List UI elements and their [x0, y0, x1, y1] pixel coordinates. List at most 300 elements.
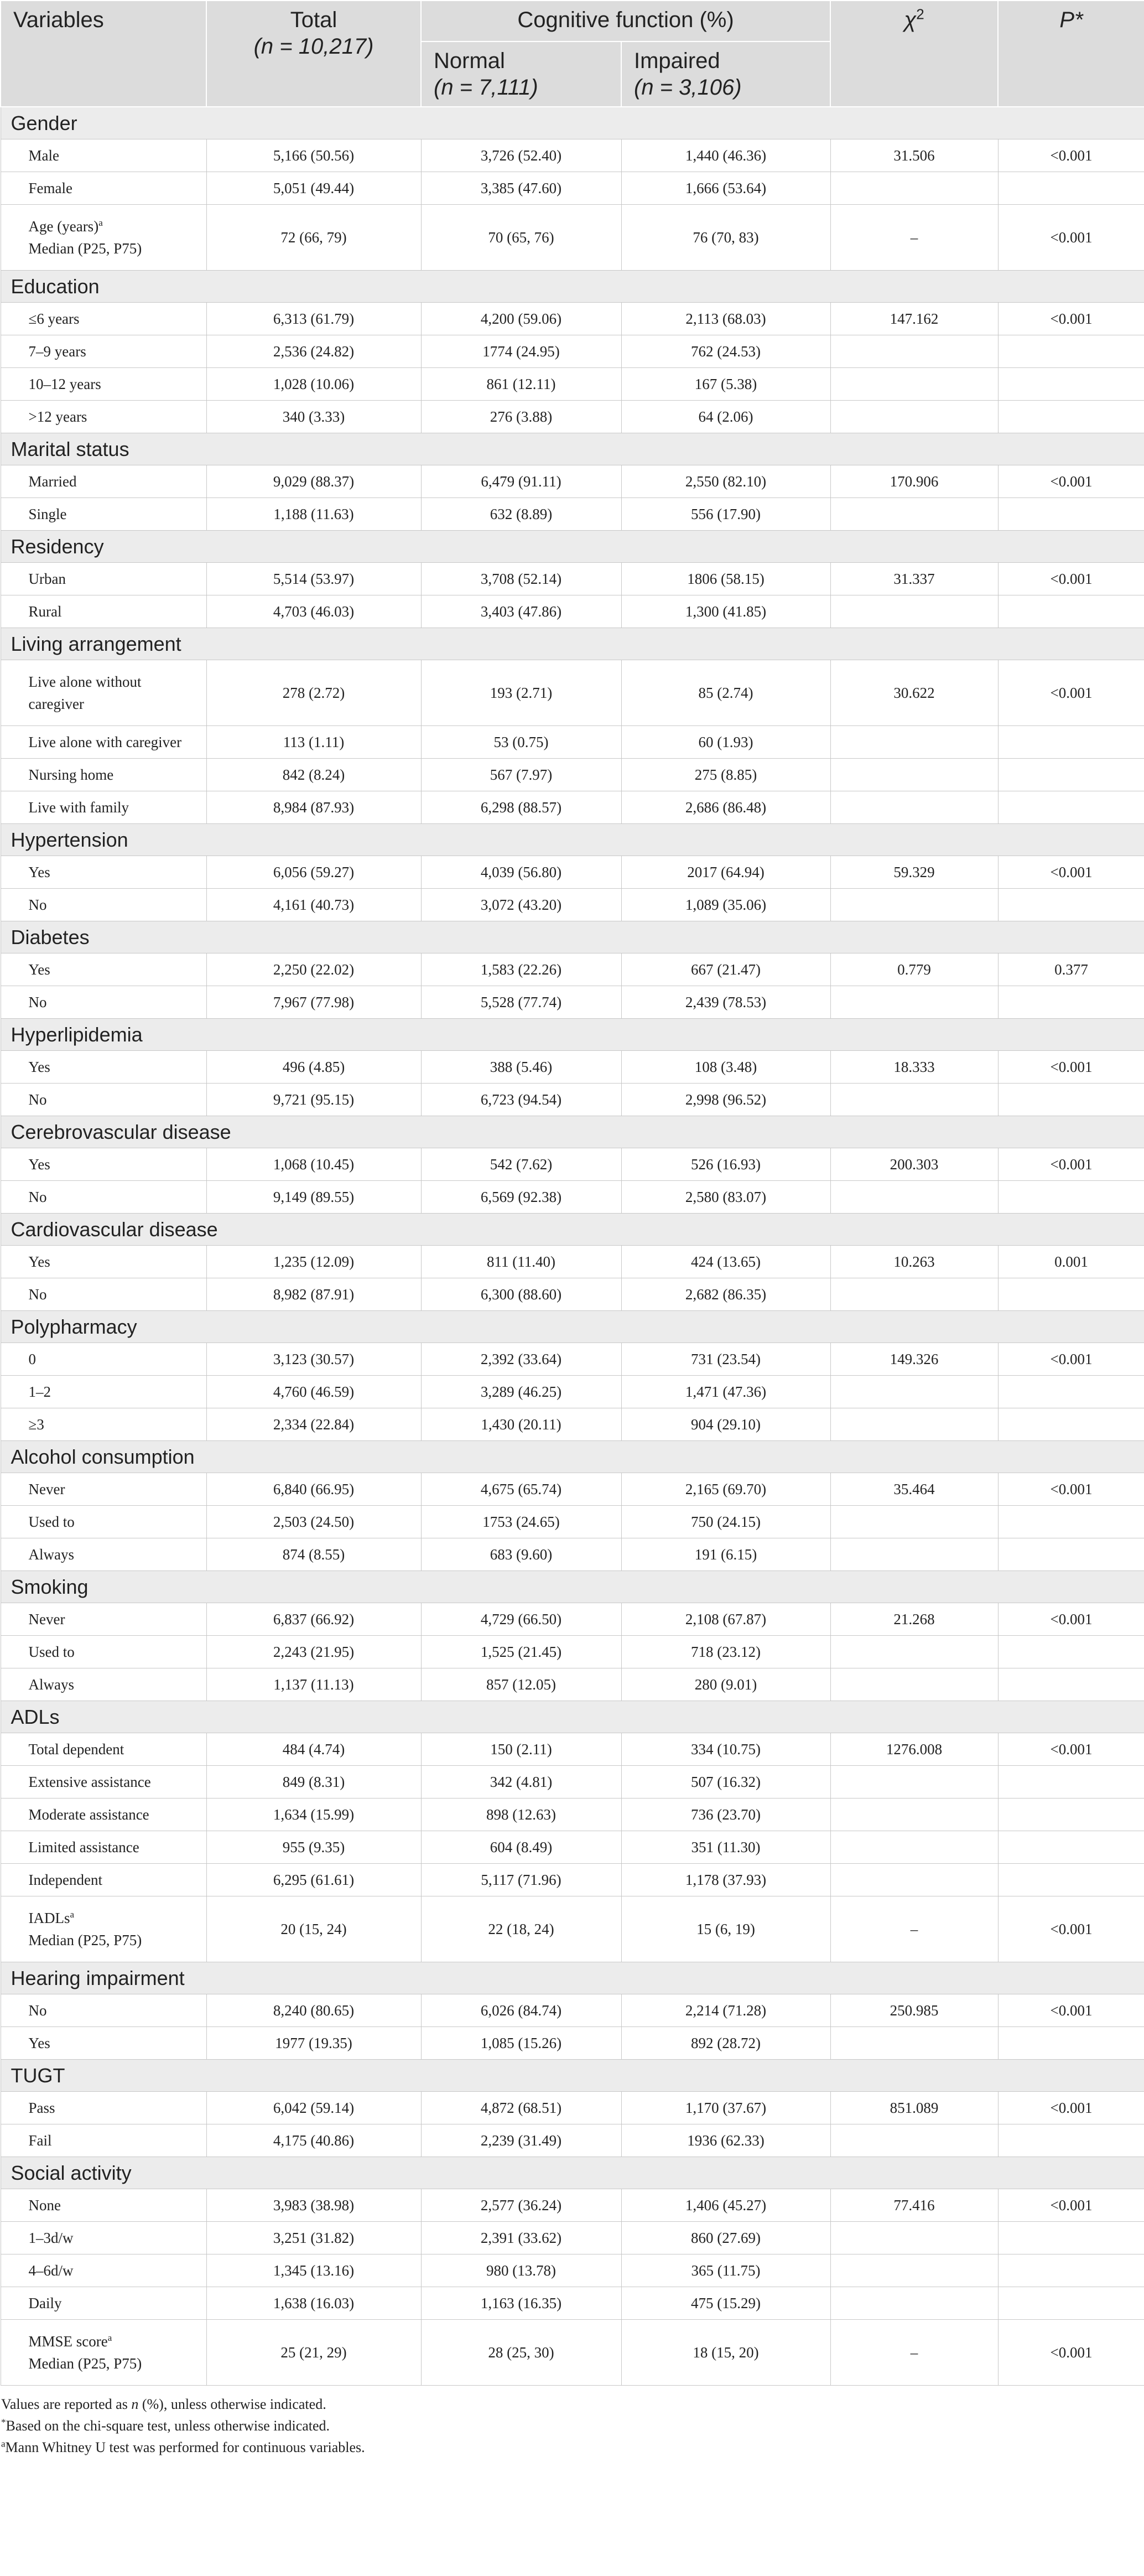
cell-chi: [830, 1376, 998, 1408]
cell-total: 278 (2.72): [206, 660, 421, 726]
cell-chi: 35.464: [830, 1473, 998, 1506]
section-title: Diabetes: [1, 921, 1144, 953]
cell-total: 6,042 (59.14): [206, 2092, 421, 2124]
row-label-text: Rural: [28, 603, 62, 620]
row-label-text: Never: [28, 1480, 65, 1497]
table-row: [1, 1376, 1144, 1408]
header-variables: Variables: [1, 1, 206, 107]
cell-impaired: 892 (28.72): [621, 2027, 830, 2060]
cell-impaired: 475 (15.29): [621, 2287, 830, 2320]
cell-impaired: 1806 (58.15): [621, 563, 830, 595]
cell-p: [998, 335, 1144, 368]
cell-impaired: 2,998 (96.52): [621, 1084, 830, 1116]
row-label: [1, 205, 206, 271]
cell-impaired: 2,439 (78.53): [621, 986, 830, 1019]
cell-p: <0.001: [998, 139, 1144, 172]
section-title: TUGT: [1, 2060, 1144, 2092]
row-label-text: MMSE score: [28, 2333, 108, 2350]
row-label: [1, 2027, 206, 2060]
cell-normal: 5,117 (71.96): [421, 1864, 621, 1896]
cell-chi: [830, 759, 998, 791]
cell-p: 0.001: [998, 1246, 1144, 1278]
cell-normal: 342 (4.81): [421, 1766, 621, 1798]
cell-total: 4,161 (40.73): [206, 889, 421, 921]
cell-impaired: 351 (11.30): [621, 1831, 830, 1864]
row-label-text: Married: [28, 473, 77, 490]
cell-normal: 1753 (24.65): [421, 1506, 621, 1538]
section-header-row: [1, 1311, 1144, 1343]
row-label-text: 10–12 years: [28, 375, 101, 392]
cell-p: <0.001: [998, 1994, 1144, 2027]
cell-p: [998, 1376, 1144, 1408]
cell-total: 496 (4.85): [206, 1051, 421, 1084]
cell-chi: [830, 335, 998, 368]
table-row: [1, 889, 1144, 921]
row-label-text: 0: [28, 1350, 36, 1367]
row-label-text: Always: [28, 1676, 74, 1693]
row-label-text: Yes: [28, 1253, 50, 1270]
cell-total: 2,250 (22.02): [206, 953, 421, 986]
table-row: [1, 1994, 1144, 2027]
row-label: [1, 1603, 206, 1636]
cell-total: 955 (9.35): [206, 1831, 421, 1864]
cell-chi: 170.906: [830, 465, 998, 498]
cell-normal: 3,726 (52.40): [421, 139, 621, 172]
table-row: [1, 1831, 1144, 1864]
row-label: [1, 1668, 206, 1701]
section-header-row: [1, 1441, 1144, 1473]
table-row: [1, 1733, 1144, 1766]
row-label: [1, 1538, 206, 1571]
section-header-row: [1, 433, 1144, 465]
row-label: [1, 1181, 206, 1214]
row-label: [1, 1051, 206, 1084]
cell-chi: 77.416: [830, 2189, 998, 2222]
cell-total: 8,984 (87.93): [206, 791, 421, 824]
section-header-row: [1, 921, 1144, 953]
table-row: [1, 139, 1144, 172]
row-label-text: No: [28, 1091, 47, 1108]
cell-p: <0.001: [998, 2092, 1144, 2124]
cell-p: [998, 791, 1144, 824]
row-label: [1, 660, 206, 726]
cell-p: [998, 2222, 1144, 2254]
section-title: Hypertension: [1, 824, 1144, 856]
row-label: [1, 1864, 206, 1896]
row-label-line2: caregiver: [28, 696, 84, 712]
footnote-chi-square: [1, 2415, 1144, 2437]
cell-normal: 4,872 (68.51): [421, 2092, 621, 2124]
cell-normal: 3,708 (52.14): [421, 563, 621, 595]
cell-normal: 193 (2.71): [421, 660, 621, 726]
table-row: [1, 726, 1144, 759]
cell-impaired: 1,406 (45.27): [621, 2189, 830, 2222]
row-label-text: ≥3: [28, 1416, 44, 1433]
table-header: [1, 1, 1144, 107]
cell-impaired: 60 (1.93): [621, 726, 830, 759]
cell-impaired: 280 (9.01): [621, 1668, 830, 1701]
cell-impaired: 18 (15, 20): [621, 2320, 830, 2386]
cell-p: <0.001: [998, 1343, 1144, 1376]
cell-impaired: 275 (8.85): [621, 759, 830, 791]
row-label-text: No: [28, 2002, 47, 2019]
cell-p: <0.001: [998, 660, 1144, 726]
row-label-text: Yes: [28, 2034, 50, 2051]
cell-normal: 28 (25, 30): [421, 2320, 621, 2386]
row-label-text: ≤6 years: [28, 310, 80, 327]
cell-total: 9,029 (88.37): [206, 465, 421, 498]
row-label: [1, 1084, 206, 1116]
cell-normal: 6,298 (88.57): [421, 791, 621, 824]
cell-p: [998, 401, 1144, 433]
cell-chi: 21.268: [830, 1603, 998, 1636]
cell-total: 6,313 (61.79): [206, 303, 421, 335]
table-row: [1, 1896, 1144, 1962]
cell-chi: 200.303: [830, 1148, 998, 1181]
row-label-footnote-mark: a: [107, 2333, 112, 2343]
row-label-text: Live alone without: [28, 673, 142, 690]
cell-total: 4,703 (46.03): [206, 595, 421, 628]
cell-total: 1,345 (13.16): [206, 2254, 421, 2287]
cell-p: [998, 889, 1144, 921]
section-header-row: [1, 2157, 1144, 2189]
cell-impaired: 507 (16.32): [621, 1766, 830, 1798]
table-row: [1, 660, 1144, 726]
section-title: Hyperlipidemia: [1, 1019, 1144, 1051]
header-impaired: [621, 42, 830, 107]
cell-normal: 70 (65, 76): [421, 205, 621, 271]
cell-p: [998, 1636, 1144, 1668]
cell-p: [998, 1181, 1144, 1214]
cell-chi: 30.622: [830, 660, 998, 726]
cell-total: 1,137 (11.13): [206, 1668, 421, 1701]
table-row: [1, 205, 1144, 271]
cell-total: 9,721 (95.15): [206, 1084, 421, 1116]
cell-total: 1,028 (10.06): [206, 368, 421, 401]
cell-total: 20 (15, 24): [206, 1896, 421, 1962]
row-label-text: Female: [28, 179, 72, 196]
row-label: [1, 953, 206, 986]
cell-chi: [830, 1538, 998, 1571]
row-label-text: Never: [28, 1610, 65, 1628]
cell-chi: [830, 498, 998, 531]
footnote-values-text-a: Values are reported as: [1, 2396, 132, 2412]
table-row: [1, 1864, 1144, 1896]
header-impaired-label: Impaired: [634, 49, 720, 73]
section-title: ADLs: [1, 1701, 1144, 1733]
row-label: [1, 726, 206, 759]
cell-normal: 4,729 (66.50): [421, 1603, 621, 1636]
row-label-text: Always: [28, 1546, 74, 1563]
cell-p: [998, 1278, 1144, 1311]
section-header-row: [1, 1019, 1144, 1051]
row-label: [1, 1148, 206, 1181]
cell-p: [998, 1084, 1144, 1116]
cell-normal: 683 (9.60): [421, 1538, 621, 1571]
cell-impaired: 667 (21.47): [621, 953, 830, 986]
cell-total: 6,837 (66.92): [206, 1603, 421, 1636]
cell-normal: 980 (13.78): [421, 2254, 621, 2287]
cell-total: 113 (1.11): [206, 726, 421, 759]
header-total-label: Total: [290, 8, 337, 32]
cell-p: <0.001: [998, 303, 1144, 335]
cell-total: 8,982 (87.91): [206, 1278, 421, 1311]
cell-chi: 250.985: [830, 1994, 998, 2027]
cell-p: <0.001: [998, 2189, 1144, 2222]
cell-normal: 567 (7.97): [421, 759, 621, 791]
header-normal-n: (n = 7,111): [434, 75, 538, 100]
section-header-row: [1, 824, 1144, 856]
header-impaired-n: (n = 3,106): [634, 75, 742, 100]
footnote-chi-square-text: Based on the chi-square test, unless otherwise indicated.: [6, 2418, 330, 2434]
row-label: [1, 791, 206, 824]
row-label: [1, 1896, 206, 1962]
header-chi-sup: 2: [916, 6, 924, 23]
cell-p: [998, 726, 1144, 759]
row-label: [1, 2092, 206, 2124]
cell-total: 4,175 (40.86): [206, 2124, 421, 2157]
cell-impaired: 2,580 (83.07): [621, 1181, 830, 1214]
cell-p: <0.001: [998, 563, 1144, 595]
cell-p: <0.001: [998, 1148, 1144, 1181]
cell-impaired: 718 (23.12): [621, 1636, 830, 1668]
cell-normal: 276 (3.88): [421, 401, 621, 433]
cell-impaired: 904 (29.10): [621, 1408, 830, 1441]
cell-p: <0.001: [998, 1051, 1144, 1084]
cell-impaired: 15 (6, 19): [621, 1896, 830, 1962]
section-title: Education: [1, 271, 1144, 303]
cell-p: <0.001: [998, 856, 1144, 889]
cell-normal: 1,583 (22.26): [421, 953, 621, 986]
section-title: Gender: [1, 107, 1144, 139]
row-label-footnote-mark: a: [98, 217, 103, 228]
table-row: [1, 2027, 1144, 2060]
row-label: [1, 1994, 206, 2027]
table-row: [1, 172, 1144, 205]
cell-chi: [830, 791, 998, 824]
table-row: [1, 1506, 1144, 1538]
cell-impaired: 2,214 (71.28): [621, 1994, 830, 2027]
row-label: [1, 1343, 206, 1376]
table-row: [1, 498, 1144, 531]
row-label-text: 1–2: [28, 1383, 51, 1400]
cell-chi: [830, 1864, 998, 1896]
row-label-text: IADLs: [28, 1910, 70, 1926]
row-label: [1, 1473, 206, 1506]
cell-total: 2,334 (22.84): [206, 1408, 421, 1441]
table-row: [1, 1798, 1144, 1831]
cell-chi: [830, 1636, 998, 1668]
row-label-text: Yes: [28, 961, 50, 978]
row-label: [1, 986, 206, 1019]
cell-normal: 6,300 (88.60): [421, 1278, 621, 1311]
cell-p: [998, 1408, 1144, 1441]
section-title: Residency: [1, 531, 1144, 563]
table-row: [1, 1473, 1144, 1506]
header-cognitive-function: Cognitive function (%): [421, 1, 830, 42]
section-title: Alcohol consumption: [1, 1441, 1144, 1473]
cell-p: <0.001: [998, 1733, 1144, 1766]
cell-chi: 0.779: [830, 953, 998, 986]
section-header-row: [1, 1214, 1144, 1246]
cell-normal: 1,430 (20.11): [421, 1408, 621, 1441]
cell-impaired: 76 (70, 83): [621, 205, 830, 271]
cell-chi: [830, 1668, 998, 1701]
row-label: [1, 2287, 206, 2320]
section-title: Cerebrovascular disease: [1, 1116, 1144, 1148]
cell-normal: 4,675 (65.74): [421, 1473, 621, 1506]
row-label-text: 7–9 years: [28, 343, 86, 360]
section-header-row: [1, 1701, 1144, 1733]
cell-p: [998, 1831, 1144, 1864]
row-label: [1, 1831, 206, 1864]
cell-normal: 22 (18, 24): [421, 1896, 621, 1962]
cell-chi: –: [830, 1896, 998, 1962]
cell-impaired: 1,666 (53.64): [621, 172, 830, 205]
cell-impaired: 2,686 (86.48): [621, 791, 830, 824]
footnote-asterisk: *: [1, 2417, 6, 2428]
cell-chi: 10.263: [830, 1246, 998, 1278]
cell-p: [998, 1538, 1144, 1571]
cell-normal: 604 (8.49): [421, 1831, 621, 1864]
cell-normal: 2,391 (33.62): [421, 2222, 621, 2254]
cell-normal: 2,239 (31.49): [421, 2124, 621, 2157]
cell-normal: 3,385 (47.60): [421, 172, 621, 205]
table-row: [1, 1408, 1144, 1441]
row-label-text: Daily: [28, 2294, 62, 2311]
row-label: [1, 2254, 206, 2287]
row-label-text: Pass: [28, 2099, 55, 2116]
cell-chi: 1276.008: [830, 1733, 998, 1766]
cell-impaired: 334 (10.75): [621, 1733, 830, 1766]
table-row: [1, 856, 1144, 889]
section-header-row: [1, 271, 1144, 303]
row-label-line2: Median (P25, P75): [28, 1932, 142, 1948]
cell-total: 340 (3.33): [206, 401, 421, 433]
row-label-text: 4–6d/w: [28, 2262, 74, 2279]
cell-impaired: 2,113 (68.03): [621, 303, 830, 335]
row-label: [1, 172, 206, 205]
cell-chi: [830, 726, 998, 759]
row-label-text: Yes: [28, 1058, 50, 1075]
row-label: [1, 2124, 206, 2157]
cell-p: [998, 1864, 1144, 1896]
cell-normal: 6,479 (91.11): [421, 465, 621, 498]
header-chi-square: [830, 1, 998, 107]
row-label-text: Total dependent: [28, 1740, 124, 1758]
row-label: [1, 889, 206, 921]
row-label: [1, 1636, 206, 1668]
cell-impaired: 108 (3.48): [621, 1051, 830, 1084]
table-row: [1, 2189, 1144, 2222]
cell-p: <0.001: [998, 205, 1144, 271]
table-row: [1, 986, 1144, 1019]
cell-total: 5,051 (49.44): [206, 172, 421, 205]
cell-chi: [830, 172, 998, 205]
footnote-values-n: n: [131, 2396, 139, 2412]
cell-impaired: 731 (23.54): [621, 1343, 830, 1376]
cell-p: <0.001: [998, 2320, 1144, 2386]
row-label-text: Yes: [28, 1155, 50, 1173]
row-label: [1, 2320, 206, 2386]
cell-chi: [830, 1408, 998, 1441]
cell-total: 6,840 (66.95): [206, 1473, 421, 1506]
cell-normal: 4,039 (56.80): [421, 856, 621, 889]
cell-normal: 2,577 (36.24): [421, 2189, 621, 2222]
cell-total: 1,068 (10.45): [206, 1148, 421, 1181]
cell-total: 842 (8.24): [206, 759, 421, 791]
row-label-text: Independent: [28, 1871, 102, 1888]
row-label-text: No: [28, 896, 47, 913]
row-label: [1, 563, 206, 595]
cell-normal: 1774 (24.95): [421, 335, 621, 368]
row-label: [1, 595, 206, 628]
cell-chi: [830, 889, 998, 921]
cell-impaired: 85 (2.74): [621, 660, 830, 726]
cell-chi: [830, 1831, 998, 1864]
cell-normal: 6,723 (94.54): [421, 1084, 621, 1116]
cell-p: <0.001: [998, 1473, 1144, 1506]
row-label: [1, 2222, 206, 2254]
cell-chi: 147.162: [830, 303, 998, 335]
footnote-mann-whitney: [1, 2437, 1144, 2458]
cell-impaired: 1936 (62.33): [621, 2124, 830, 2157]
table-row: [1, 1668, 1144, 1701]
row-label-text: Nursing home: [28, 766, 114, 783]
cell-p: [998, 1506, 1144, 1538]
cell-p: [998, 2254, 1144, 2287]
row-label-text: Yes: [28, 863, 50, 880]
table-row: [1, 1278, 1144, 1311]
table-row: [1, 1246, 1144, 1278]
table-row: [1, 2092, 1144, 2124]
header-p-value: P*: [998, 1, 1144, 107]
cell-impaired: 64 (2.06): [621, 401, 830, 433]
row-label: [1, 759, 206, 791]
cell-p: [998, 498, 1144, 531]
cell-chi: 18.333: [830, 1051, 998, 1084]
cell-chi: –: [830, 205, 998, 271]
cell-chi: [830, 1798, 998, 1831]
cell-normal: 632 (8.89): [421, 498, 621, 531]
cell-chi: [830, 1506, 998, 1538]
row-label: [1, 1376, 206, 1408]
section-header-row: [1, 1116, 1144, 1148]
row-label: [1, 465, 206, 498]
cell-total: 1977 (19.35): [206, 2027, 421, 2060]
cell-impaired: 1,178 (37.93): [621, 1864, 830, 1896]
section-header-row: [1, 1571, 1144, 1603]
cell-chi: [830, 2027, 998, 2060]
cell-impaired: 750 (24.15): [621, 1506, 830, 1538]
cell-normal: 53 (0.75): [421, 726, 621, 759]
row-label-text: Used to: [28, 1643, 75, 1660]
table-footnotes: [0, 2386, 1144, 2458]
cell-p: [998, 172, 1144, 205]
cell-chi: [830, 1181, 998, 1214]
row-label-text: Live with family: [28, 799, 129, 816]
cell-impaired: 2,165 (69.70): [621, 1473, 830, 1506]
cell-total: 4,760 (46.59): [206, 1376, 421, 1408]
table-row: [1, 2320, 1144, 2386]
section-header-row: [1, 628, 1144, 660]
row-label-text: No: [28, 993, 47, 1010]
table-row: [1, 1181, 1144, 1214]
table-row: [1, 953, 1144, 986]
cell-chi: [830, 1084, 998, 1116]
footnote-mann-whitney-text: Mann Whitney U test was performed for continuous variables.: [5, 2439, 365, 2455]
cell-chi: [830, 1766, 998, 1798]
